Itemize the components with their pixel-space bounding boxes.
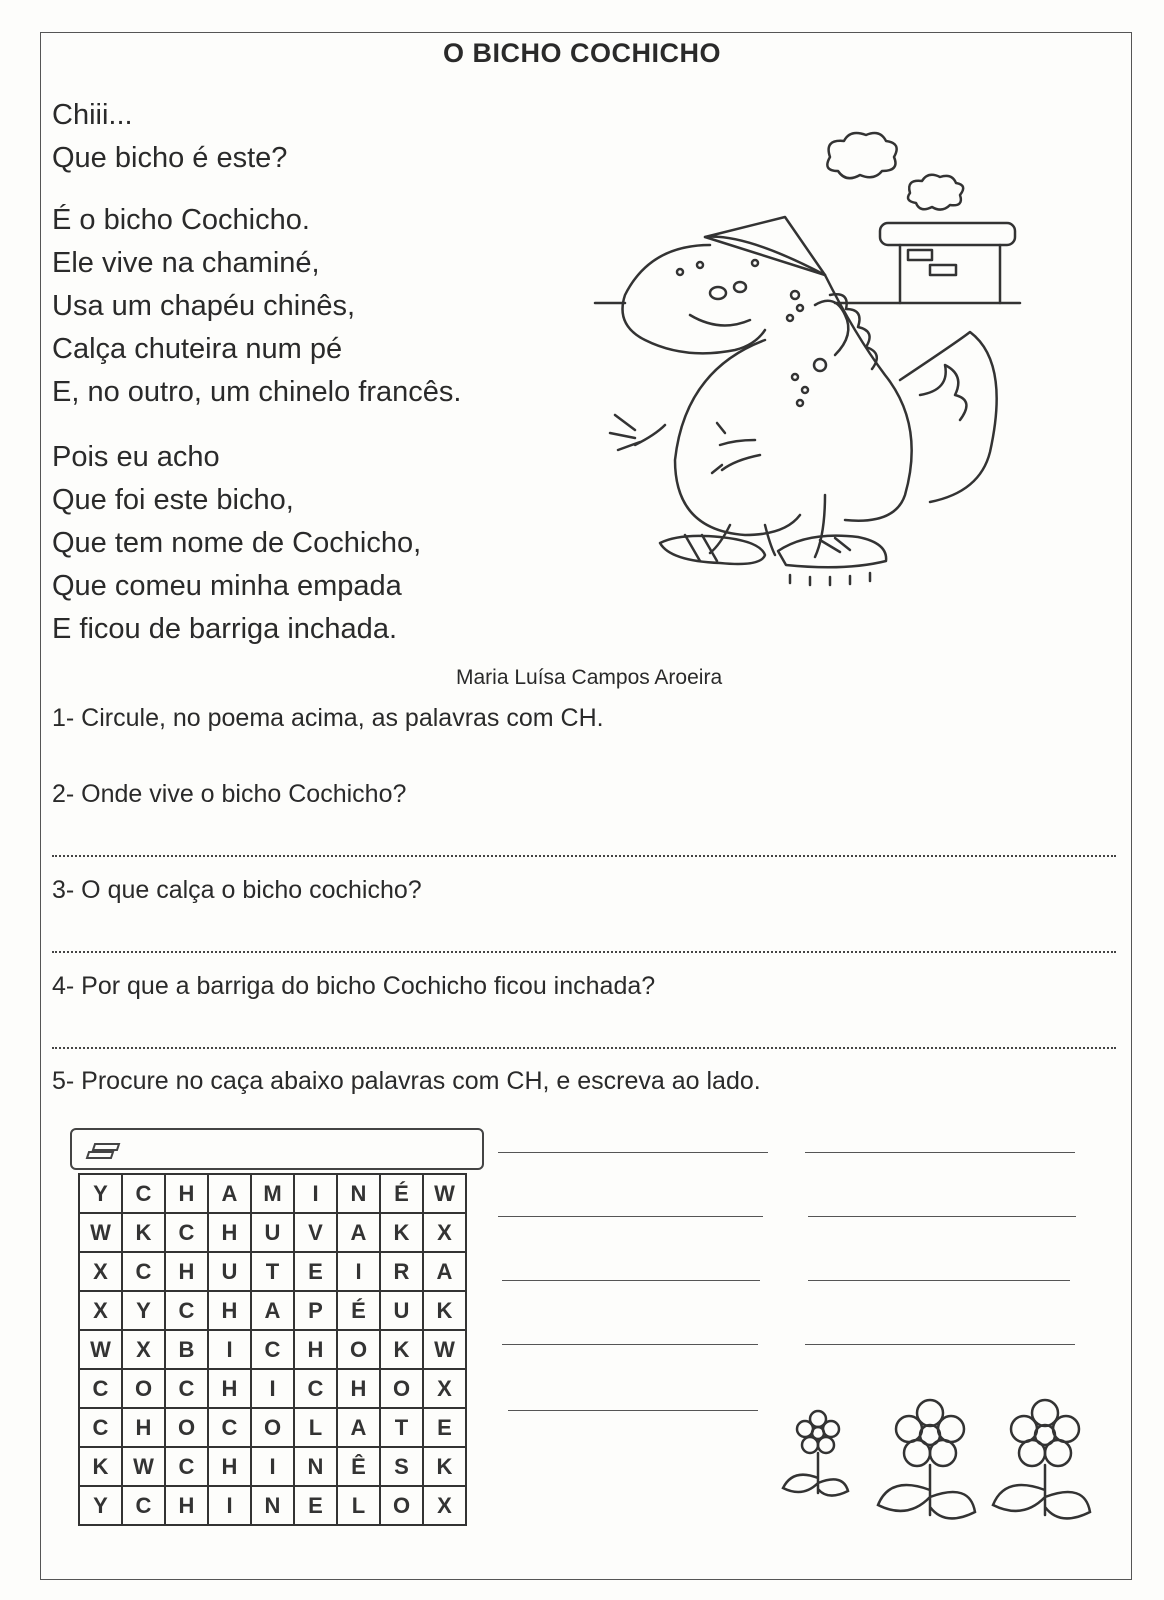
poem-line: Pois eu acho [52, 441, 220, 473]
word-search-cell[interactable]: R [380, 1252, 423, 1291]
word-search-cell[interactable]: X [79, 1252, 122, 1291]
word-search-cell[interactable]: I [208, 1486, 251, 1525]
word-search-cell[interactable]: V [294, 1213, 337, 1252]
word-search-cell[interactable]: C [251, 1330, 294, 1369]
poem-line: E, no outro, um chinelo francês. [52, 376, 462, 408]
word-search-cell[interactable]: N [294, 1447, 337, 1486]
word-search-cell[interactable]: N [337, 1174, 380, 1213]
word-search-grid [78, 1173, 467, 1526]
word-search-cell[interactable]: C [79, 1369, 122, 1408]
word-answer-line[interactable] [502, 1280, 760, 1281]
word-search-cell[interactable]: C [165, 1369, 208, 1408]
word-search-cell[interactable]: T [380, 1408, 423, 1447]
word-search-header-bar [70, 1128, 484, 1170]
word-search-cell[interactable]: C [122, 1486, 165, 1525]
word-search-cell[interactable]: S [380, 1447, 423, 1486]
dinosaur-illustration [590, 115, 1030, 595]
question-1: 1- Circule, no poema acima, as palavras com CH. [52, 704, 604, 732]
answer-line-3[interactable] [52, 951, 1116, 953]
word-search-cell[interactable]: W [423, 1174, 466, 1213]
word-search-cell[interactable]: É [380, 1174, 423, 1213]
question-5: 5- Procure no caça abaixo palavras com CH, e escreva ao lado. [52, 1067, 761, 1095]
word-search-cell[interactable]: P [294, 1291, 337, 1330]
word-search-cell[interactable]: A [423, 1252, 466, 1291]
word-search-cell[interactable]: H [294, 1330, 337, 1369]
word-search-cell[interactable]: H [208, 1369, 251, 1408]
poem-line: Chiii... [52, 99, 133, 131]
poem-line: E ficou de barriga inchada. [52, 613, 397, 645]
word-search-cell[interactable]: C [208, 1408, 251, 1447]
word-search-cell[interactable]: H [208, 1291, 251, 1330]
word-search-cell[interactable]: Ê [337, 1447, 380, 1486]
word-search-cell[interactable]: K [79, 1447, 122, 1486]
word-search-cell[interactable]: K [423, 1447, 466, 1486]
word-search-cell[interactable]: E [423, 1408, 466, 1447]
word-search-cell[interactable]: B [165, 1330, 208, 1369]
word-answer-line[interactable] [502, 1344, 758, 1345]
word-search-row [79, 1330, 466, 1369]
word-search-cell[interactable]: O [251, 1408, 294, 1447]
word-search-row [79, 1447, 466, 1486]
word-answer-line[interactable] [808, 1280, 1070, 1281]
word-search-cell[interactable]: C [79, 1408, 122, 1447]
word-search-cell[interactable]: H [165, 1486, 208, 1525]
word-search-cell[interactable]: H [122, 1408, 165, 1447]
word-search-cell[interactable]: I [337, 1252, 380, 1291]
word-search-cell[interactable]: I [294, 1174, 337, 1213]
word-search-cell[interactable]: K [380, 1213, 423, 1252]
poem-line: Calça chuteira num pé [52, 333, 343, 365]
word-search-cell[interactable]: M [251, 1174, 294, 1213]
word-search-cell[interactable]: H [208, 1447, 251, 1486]
poem-line: Que foi este bicho, [52, 484, 294, 516]
word-search-cell[interactable]: E [294, 1486, 337, 1525]
word-search-cell[interactable]: O [122, 1369, 165, 1408]
word-search-cell[interactable]: K [122, 1213, 165, 1252]
word-search-cell[interactable]: U [380, 1291, 423, 1330]
word-search-row [79, 1252, 466, 1291]
word-answer-line[interactable] [508, 1410, 758, 1411]
word-search-row [79, 1486, 466, 1525]
word-search-row [79, 1213, 466, 1252]
word-answer-line[interactable] [808, 1216, 1076, 1217]
word-search-cell[interactable]: L [337, 1486, 380, 1525]
word-search-row [79, 1174, 466, 1213]
word-answer-line[interactable] [498, 1216, 763, 1217]
question-3: 3- O que calça o bicho cochicho? [52, 876, 422, 904]
word-search-cell[interactable]: A [337, 1213, 380, 1252]
word-search-cell[interactable]: W [122, 1447, 165, 1486]
word-search-cell[interactable]: A [337, 1408, 380, 1447]
poem-line: Ele vive na chaminé, [52, 247, 320, 279]
word-search-cell[interactable]: A [208, 1174, 251, 1213]
word-search-cell[interactable]: K [423, 1291, 466, 1330]
word-search-cell[interactable]: H [165, 1174, 208, 1213]
flowers-decoration [770, 1395, 1110, 1525]
word-search-cell[interactable]: X [423, 1486, 466, 1525]
word-answer-line[interactable] [805, 1344, 1075, 1345]
word-search-cell[interactable]: C [165, 1291, 208, 1330]
word-search-cell[interactable]: C [165, 1447, 208, 1486]
word-search-cell[interactable]: H [337, 1369, 380, 1408]
word-search-cell[interactable]: C [122, 1174, 165, 1213]
word-search-cell[interactable]: O [337, 1330, 380, 1369]
word-search-cell[interactable]: L [294, 1408, 337, 1447]
page-title: O BICHO COCHICHO [443, 38, 721, 68]
question-4: 4- Por que a barriga do bicho Cochicho ficou inchada? [52, 972, 656, 1000]
word-search-cell[interactable]: W [79, 1330, 122, 1369]
word-search-row [79, 1369, 466, 1408]
poem-line: Usa um chapéu chinês, [52, 290, 356, 322]
answer-line-2[interactable] [52, 855, 1116, 857]
scribble-icon [85, 1140, 125, 1162]
word-search-cell[interactable]: O [380, 1369, 423, 1408]
word-search-cell[interactable]: H [165, 1252, 208, 1291]
poem-line: É o bicho Cochicho. [52, 204, 310, 236]
word-search-cell[interactable]: X [423, 1213, 466, 1252]
word-search-cell[interactable]: N [251, 1486, 294, 1525]
word-search-cell[interactable]: I [251, 1369, 294, 1408]
word-search-cell[interactable]: T [251, 1252, 294, 1291]
poem-stanza-1 [52, 94, 287, 180]
poem-line: Que tem nome de Cochicho, [52, 527, 422, 559]
word-search-cell[interactable]: U [251, 1213, 294, 1252]
word-search-cell[interactable]: I [208, 1330, 251, 1369]
poem-stanza-2 [52, 199, 461, 414]
word-search-cell[interactable]: Y [122, 1291, 165, 1330]
word-search-cell[interactable]: K [380, 1330, 423, 1369]
word-search-row [79, 1408, 466, 1447]
word-search-cell[interactable]: H [208, 1213, 251, 1252]
word-search-cell[interactable]: O [165, 1408, 208, 1447]
word-search-cell[interactable]: X [423, 1369, 466, 1408]
word-search-cell[interactable]: X [122, 1330, 165, 1369]
poem-line: Que comeu minha empada [52, 570, 402, 602]
word-search-row [79, 1291, 466, 1330]
word-search-cell[interactable]: C [294, 1369, 337, 1408]
word-answer-line[interactable] [805, 1152, 1075, 1153]
word-search-cell[interactable]: I [251, 1447, 294, 1486]
word-search-cell[interactable]: C [122, 1252, 165, 1291]
word-search-cell[interactable]: C [165, 1213, 208, 1252]
word-search-cell[interactable]: Y [79, 1174, 122, 1213]
word-search-cell[interactable]: O [380, 1486, 423, 1525]
poem-author: Maria Luísa Campos Aroeira [456, 666, 723, 689]
word-search-cell[interactable]: X [79, 1291, 122, 1330]
word-search-cell[interactable]: Y [79, 1486, 122, 1525]
word-search-cell[interactable]: W [79, 1213, 122, 1252]
word-search-cell[interactable]: E [294, 1252, 337, 1291]
word-search-cell[interactable]: É [337, 1291, 380, 1330]
word-search-cell[interactable]: W [423, 1330, 466, 1369]
question-2: 2- Onde vive o bicho Cochicho? [52, 780, 407, 808]
word-search-cell[interactable]: U [208, 1252, 251, 1291]
word-answer-line[interactable] [498, 1152, 768, 1153]
word-search-cell[interactable]: A [251, 1291, 294, 1330]
poem-stanza-3 [52, 436, 421, 651]
answer-line-4[interactable] [52, 1047, 1116, 1049]
poem-line: Que bicho é este? [52, 142, 288, 174]
